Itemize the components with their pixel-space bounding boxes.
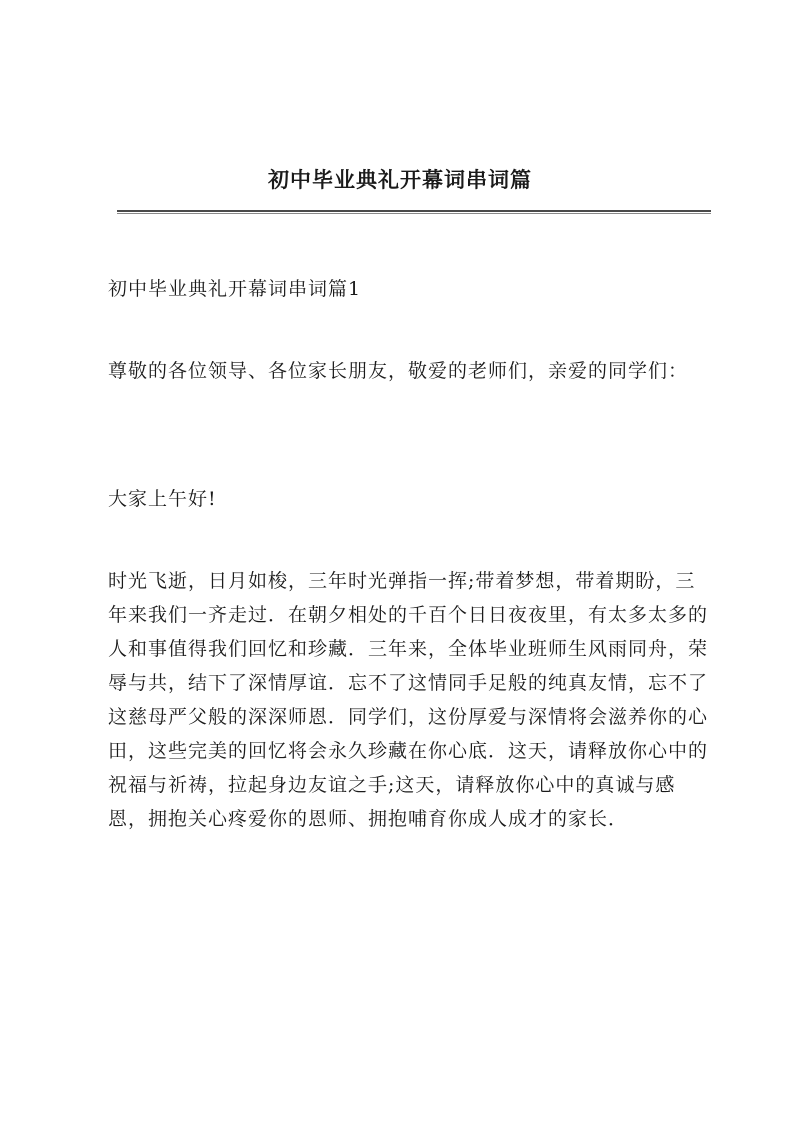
greeting-paragraph: 尊敬的各位领导、各位家长朋友，敬爱的老师们，亲爱的同学们： <box>108 360 689 382</box>
title-divider <box>117 210 711 214</box>
document-title: 初中毕业典礼开幕词串词篇 <box>268 167 532 192</box>
section-heading: 初中毕业典礼开幕词串词篇1 <box>108 278 362 300</box>
salute-paragraph: 大家上午好! <box>108 488 217 510</box>
body-paragraph: 时光飞逝，日月如梭，三年时光弹指一挥;带着梦想，带着期盼，三年来我们一齐走过．在朝夕相处的千百个日日夜夜里，有太多太多的人和事值得我们回忆和珍藏．三年来，全体毕业班师生风雨同舟，荣辱与共，结下了深情厚谊．忘不了这情同手足般的纯真友情，忘不了这慈母严父般的深深师恩．同学们，这份厚爱与深情将会滋养你的心田，这些完美的回忆将会永久珍藏在你心底．这天，请释放你心中的祝福与祈祷，拉起身边友谊之手;这天，请释放你心中的真诚与感恩，拥抱关心疼爱你的恩师、拥抱哺育你成人成才的家长． <box>108 570 709 830</box>
